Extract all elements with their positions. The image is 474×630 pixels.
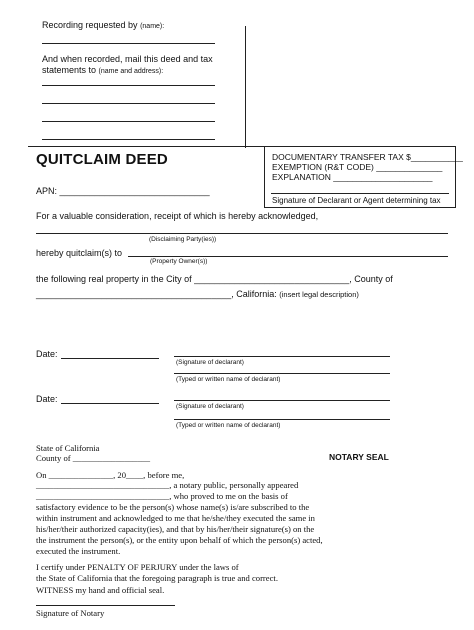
declarant-signature-caption: Signature of Declarant or Agent determining tax — [272, 196, 441, 205]
transfer-tax-field[interactable]: DOCUMENTARY TRANSFER TAX $___________ — [272, 152, 463, 162]
quitclaim-label: hereby quitclaim(s) to — [36, 248, 123, 258]
property-city-line[interactable]: the following real property in the City of _______________________________, County of — [36, 274, 393, 284]
apn-field[interactable]: APN: ______________________________ — [36, 186, 210, 196]
date-line-1[interactable] — [61, 358, 159, 359]
mail-address-line-1[interactable] — [42, 85, 215, 86]
property-owner-caption: (Property Owner(s)) — [150, 258, 208, 265]
explanation-field[interactable]: EXPLANATION _____________________ — [272, 172, 433, 182]
notary-line-5: within instrument and acknowledged to me that he/she/they executed the same in — [36, 513, 315, 523]
date-label-2: Date: — [36, 394, 58, 404]
notary-line-2[interactable]: _______________________________, a notary public, personally appeared — [36, 480, 299, 490]
notary-signature-label: Signature of Notary — [36, 608, 105, 618]
notary-line-6: his/her/their authorized capacity(ies), and that by his/her/their signature(s) on the — [36, 524, 315, 534]
mail-address-line-4[interactable] — [42, 139, 215, 140]
exemption-field[interactable]: EXEMPTION (R&T CODE) ______________ — [272, 162, 443, 172]
recording-requested-label: Recording requested by (name): — [42, 20, 165, 30]
notary-line-7: the instrument the person(s), or the entity upon behalf of which the person(s) acted, — [36, 535, 323, 545]
notary-line-8: executed the instrument. — [36, 546, 121, 556]
notary-county-field[interactable]: County of __________________ — [36, 453, 151, 463]
notary-line-4: satisfactory evidence to be the person(s) whose name(s) is/are subscribed to the — [36, 502, 310, 512]
notary-line-1[interactable]: On _______________, 20____, before me, — [36, 470, 185, 480]
declarant-signature-caption-2: (Signature of declarant) — [176, 403, 244, 410]
date-label-1: Date: — [36, 349, 58, 359]
transfer-tax-box — [264, 146, 463, 208]
recording-divider — [245, 26, 246, 148]
mail-to-line1: And when recorded, mail this deed and tax — [42, 54, 213, 64]
declarant-signature-line[interactable] — [271, 193, 449, 194]
declarant-signature-caption-1: (Signature of declarant) — [176, 359, 244, 366]
mail-address-line-2[interactable] — [42, 103, 215, 104]
notary-state: State of California — [36, 443, 100, 453]
page-title: QUITCLAIM DEED — [36, 151, 168, 168]
declarant-signature-line-2[interactable] — [174, 400, 390, 401]
disclaiming-party-caption: (Disclaiming Party(ies)) — [149, 236, 217, 243]
mail-to-line2: statements to (name and address): — [42, 65, 164, 75]
notary-signature-line[interactable] — [36, 605, 175, 606]
california-line[interactable]: _______________________________________, California: (insert legal description) — [36, 289, 359, 299]
notary-seal-label: NOTARY SEAL — [329, 452, 389, 462]
perjury-line-2: the State of California that the foregoing paragraph is true and correct. — [36, 573, 278, 583]
property-owner-line[interactable] — [128, 256, 448, 257]
declarant-name-line-1[interactable] — [174, 373, 390, 374]
declarant-name-caption-1: (Typed or written name of declarant) — [176, 376, 281, 383]
declarant-name-caption-2: (Typed or written name of declarant) — [176, 422, 281, 429]
consideration-text: For a valuable consideration, receipt of which is hereby acknowledged, — [36, 211, 319, 221]
declarant-signature-line-1[interactable] — [174, 356, 390, 357]
notary-line-3[interactable]: _______________________________, who proved to me on the basis of — [36, 491, 288, 501]
mail-address-line-3[interactable] — [42, 121, 215, 122]
declarant-name-line-2[interactable] — [174, 419, 390, 420]
witness-text: WITNESS my hand and official seal. — [36, 585, 165, 595]
perjury-line-1: I certify under PENALTY OF PERJURY under the laws of — [36, 562, 239, 572]
disclaiming-party-line[interactable] — [36, 233, 448, 234]
date-line-2[interactable] — [61, 403, 159, 404]
recording-name-line[interactable] — [42, 43, 215, 44]
